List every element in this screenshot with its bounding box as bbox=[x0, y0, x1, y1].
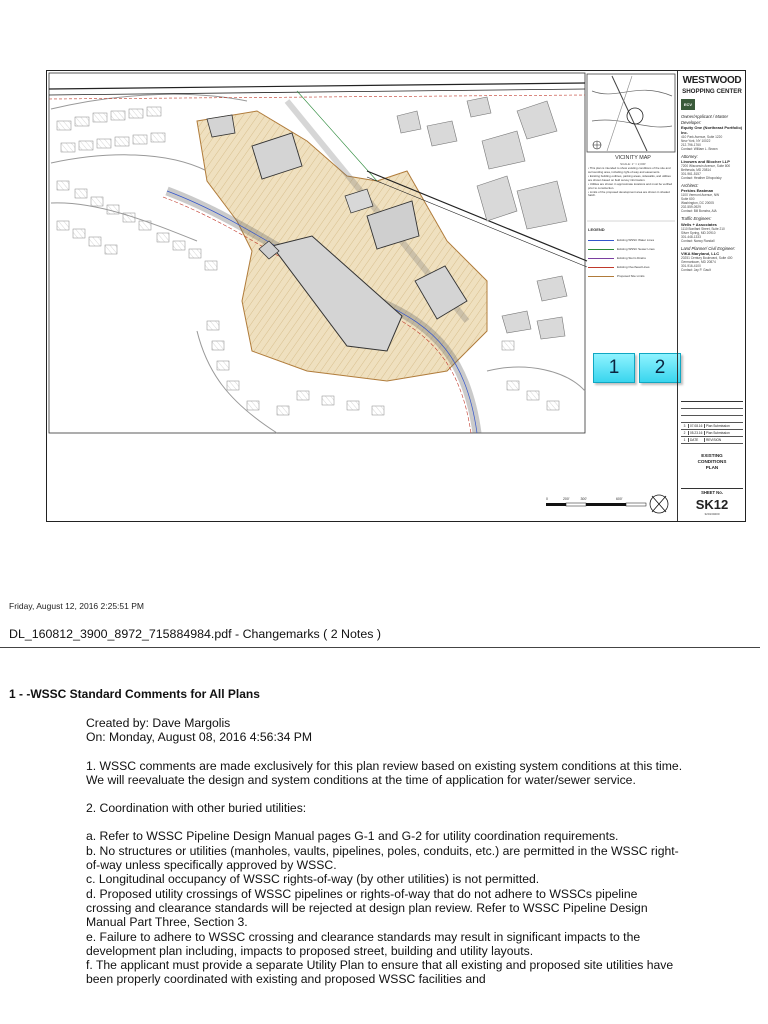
role-traffic-engineer: Traffic Engineer: Wells + Associates 1110 Bonifant Street, Suite 210 Silver Spring, MD 20910 301-448-1333 Contact: Nancy Randall bbox=[681, 216, 725, 243]
revision-row: 3 07.08.16 Plan Submission bbox=[681, 423, 743, 430]
role-architect: Architect: Perkins Eastman 1100 Vermont Avenue, NW Suite 600 Washington, DC 20005 202-559-0929 Contact: Bill Bonstra, AIA bbox=[681, 183, 720, 214]
note-author: Created by: Dave Margolis bbox=[86, 716, 231, 730]
document-title: DL_160812_3900_8972_715884984.pdf - Changemarks ( 2 Notes ) bbox=[9, 627, 381, 641]
revision-row bbox=[681, 416, 743, 423]
vicinity-map-caption: VICINITY MAP bbox=[615, 155, 651, 161]
site-plan-drawing bbox=[47, 71, 747, 523]
plan-sheet bbox=[46, 70, 746, 522]
legend-item: Existing WSSC Water Lines bbox=[588, 237, 674, 243]
sheet-number-label: SHEET No. bbox=[681, 488, 743, 495]
note-list-item: c. Longitudinal occupancy of WSSC rights-of-way (by other utilities) is not permitted. bbox=[86, 872, 540, 887]
title-block bbox=[677, 71, 746, 521]
project-subtitle: SHOPPING CENTER bbox=[682, 87, 742, 95]
sheet-file-number: 320130200 bbox=[704, 512, 720, 516]
title-divider bbox=[0, 647, 760, 648]
page-1-button[interactable]: 1 bbox=[593, 353, 635, 383]
legend-title: LEGEND bbox=[588, 227, 605, 232]
revision-row bbox=[681, 402, 743, 409]
note-body bbox=[86, 716, 686, 987]
legend-item: Existing Storm Drains bbox=[588, 255, 674, 261]
north-arrow-icon bbox=[650, 495, 668, 513]
role-civil-engineer: Land Planner/ Civil Engineer: VIKA Maryland, LLC 20251 Century Boulevard, Suite 400 Germantown, MD 20874 301-916-4100 Contact: Jay P. Gault bbox=[681, 245, 736, 272]
role-owner: Owner/Applicant / Master Developer: Equity One (Northeast Portfolio) Inc. 410 Park Avenue, Suite 1220 New York, NY 10022 212-796-1760 Contact: William L. Brown bbox=[681, 114, 743, 151]
note-list-item: d. Proposed utility crossings of WSSC pipelines or rights-of-way that do not adhere to WSSCs pipeline crossing and clearance standards will be rejected at design plan review. Refer to WSSC Pipeline Design Manual Part Three, Section 3. bbox=[86, 886, 648, 930]
revision-row bbox=[681, 409, 743, 416]
legend-item: Existing WSSC Sewer Lines bbox=[588, 246, 674, 252]
revision-row: 1 DATE REVISION bbox=[681, 437, 743, 444]
role-attorney: Attorney: Linowes and Blocher LLP 7200 Wisconsin Avenue, Suite 800 Bethesda, MD 20814 301-961-5157 Contact: Heather Dlhopolsky bbox=[681, 153, 731, 180]
sheet-number: SK12 bbox=[695, 497, 729, 512]
note-list-item: e. Failure to adhere to WSSC crossing and clearance standards may result in significant impacts to the development plan including, impacts to proposed street, building and utility layouts. bbox=[86, 929, 641, 958]
note-heading: 1 - -WSSC Standard Comments for All Plans bbox=[9, 687, 260, 701]
plan-note: • This plan is intended to show existing conditions of the site and surrounding area, including right-of-way and easements. bbox=[588, 166, 671, 174]
note-paragraph: 2. Coordination with other buried utilities: bbox=[86, 801, 307, 816]
project-title: WESTWOOD bbox=[682, 75, 742, 86]
firm-logo: ECV bbox=[681, 99, 695, 110]
vicinity-map-scale: SCALE: 1" = 2,000' bbox=[620, 162, 646, 166]
printed-timestamp: Friday, August 12, 2016 2:25:51 PM bbox=[9, 601, 144, 611]
plan-note: • Limits of the proposed development area are shown in shaded hatch. bbox=[588, 189, 670, 198]
drawing-title: EXISTING CONDITIONS PLAN bbox=[697, 453, 727, 470]
legend-item: Proposed Site Limits bbox=[588, 273, 674, 279]
plan-note: • Utilities are shown in approximate locations and must be verified prior to construction. bbox=[588, 181, 673, 190]
note-list-item: a. Refer to WSSC Pipeline Design Manual pages G-1 and G-2 for utility coordination requirements. bbox=[86, 829, 619, 844]
plan-note: • Existing building outlines, parking areas, sidewalks, and utilities are shown based on field survey information. bbox=[588, 173, 671, 182]
revision-row: 2 05.23.16 Plan Submission bbox=[681, 430, 743, 437]
revision-table bbox=[681, 401, 743, 444]
note-list-item: b. No structures or utilities (manholes, vaults, pipelines, poles, conduits, etc.) are permitted in the WSSC right-of-way unless specifically approved by WSSC. bbox=[86, 843, 679, 873]
page-2-button[interactable]: 2 bbox=[639, 353, 681, 383]
legend-item: Existing Overhead Lines bbox=[588, 264, 674, 270]
note-list-item: f. The applicant must provide a separate Utility Plan to ensure that all existing and proposed site utilities have been properly coordinated with existing and proposed WSSC facilities and bbox=[86, 958, 674, 987]
note-paragraph: 1. WSSC comments are made exclusively for this plan review based on existing system conditions at this time. We will reevaluate the design and system conditions at the time of application for water/sewer service. bbox=[86, 758, 683, 787]
scale-bar-labels: 0 200' 300' 600' bbox=[546, 497, 623, 501]
plan-notes bbox=[588, 167, 674, 198]
note-date: On: Monday, August 08, 2016 4:56:34 PM bbox=[86, 730, 313, 745]
